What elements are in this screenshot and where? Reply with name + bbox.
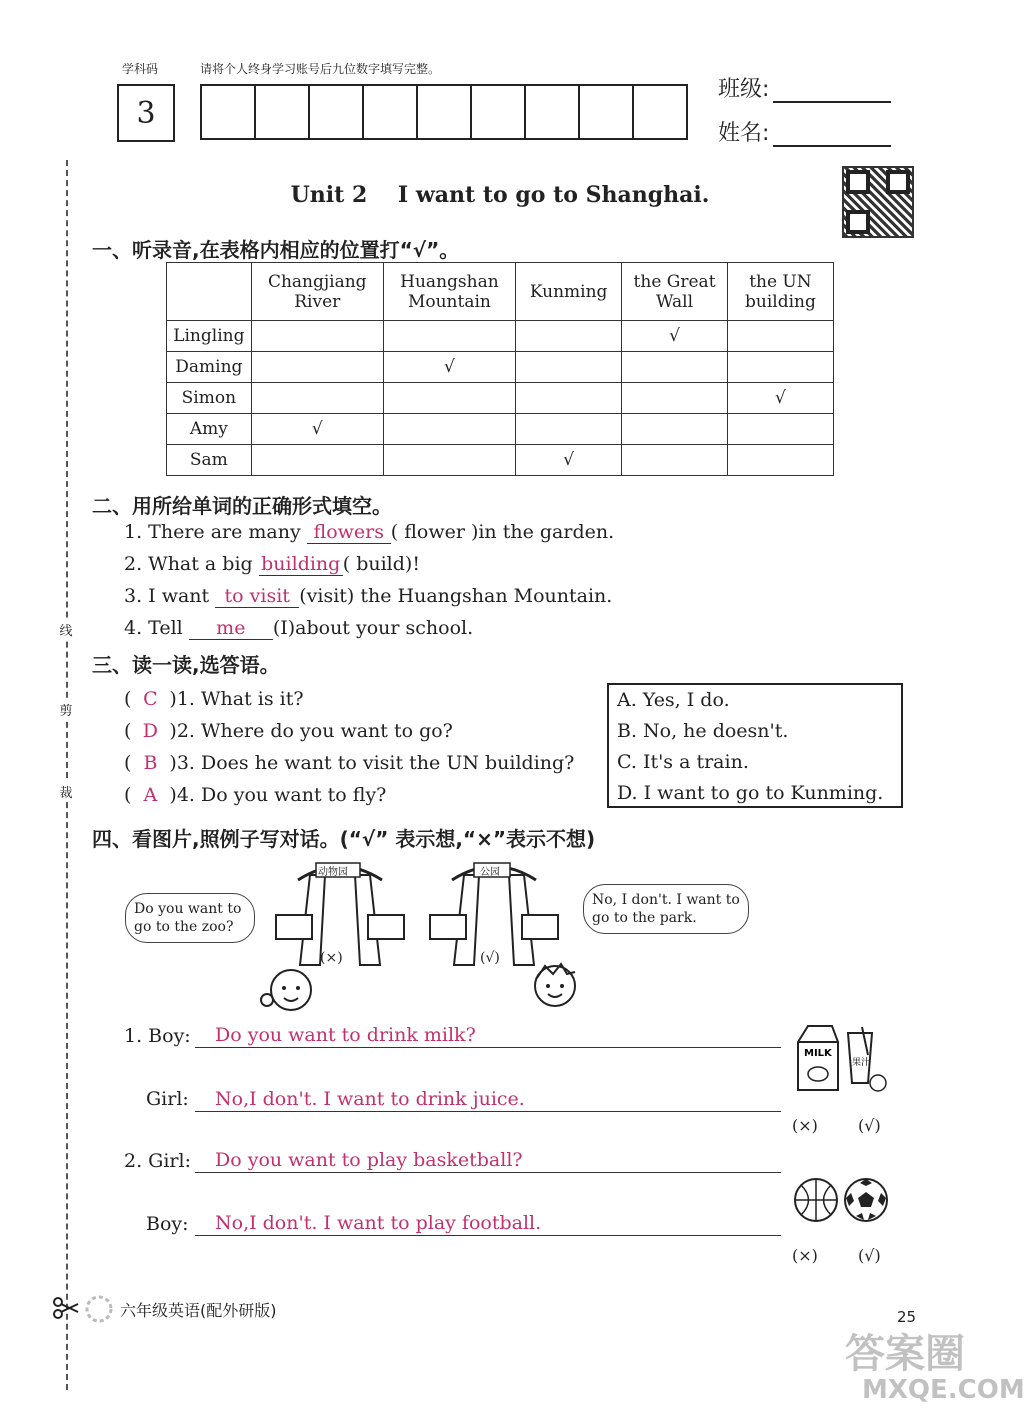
boy-face-icon xyxy=(525,960,585,1010)
check-cell[interactable] xyxy=(727,321,833,352)
check-cell[interactable]: √ xyxy=(515,445,621,476)
section4-heading: 四、看图片,照例子写对话。(“√” 表示想,“×”表示不想) xyxy=(92,827,596,851)
class-label: 班级: xyxy=(718,77,770,102)
digit-box[interactable] xyxy=(526,86,580,138)
subject-code-box xyxy=(117,84,175,142)
cut-char-xian: 线 xyxy=(56,620,76,639)
fill-item: 3. I want to visit (visit) the Huangshan Mountain. xyxy=(124,585,613,607)
dialogue-speaker: Girl: xyxy=(146,1088,189,1110)
check-cell[interactable] xyxy=(622,414,728,445)
check-cell[interactable] xyxy=(251,321,383,352)
check-cell[interactable]: √ xyxy=(622,321,728,352)
answer-blank[interactable]: building xyxy=(259,553,343,576)
check-cell[interactable] xyxy=(251,445,383,476)
row-name: Amy xyxy=(167,414,252,445)
zoo-mark: (×) xyxy=(320,950,343,966)
juice-label: 果汁 xyxy=(852,1058,871,1068)
watermark-logo: 答案圈 xyxy=(845,1331,965,1377)
check-cell[interactable] xyxy=(383,445,515,476)
listening-table xyxy=(166,262,834,476)
answer-blank[interactable]: me xyxy=(189,617,273,640)
digit-box[interactable] xyxy=(580,86,634,138)
dialogue-answer-line[interactable]: Do you want to drink milk? xyxy=(195,1024,781,1048)
juice-glass-icon xyxy=(842,1025,892,1095)
cut-char-jian: 剪 xyxy=(56,700,76,719)
check-cell[interactable] xyxy=(383,383,515,414)
table-row xyxy=(167,414,834,445)
choice-item: ( B )3. Does he want to visit the UN building? xyxy=(124,752,575,774)
check-cell[interactable]: √ xyxy=(727,383,833,414)
choice-answer[interactable]: A xyxy=(143,784,158,806)
digit-box[interactable] xyxy=(202,86,256,138)
milk-carton-icon xyxy=(792,1022,844,1094)
digit-box[interactable] xyxy=(310,86,364,138)
subject-code-label: 学科码 xyxy=(122,62,159,76)
scissors-icon xyxy=(52,1296,80,1320)
check-cell[interactable] xyxy=(383,414,515,445)
section2-heading: 二、用所给单词的正确形式填空。 xyxy=(92,494,392,518)
football-mark: (√) xyxy=(858,1246,881,1265)
book-logo-icon xyxy=(84,1294,114,1324)
check-cell[interactable] xyxy=(251,383,383,414)
class-field[interactable] xyxy=(718,72,891,103)
qr-code-icon[interactable] xyxy=(842,166,914,238)
row-name: Simon xyxy=(167,383,252,414)
check-cell[interactable] xyxy=(622,352,728,383)
check-cell[interactable] xyxy=(515,352,621,383)
code-hint: 请将个人终身学习账号后九位数字填写完整。 xyxy=(200,62,441,76)
section1-heading: 一、听录音,在表格内相应的位置打“√”。 xyxy=(92,238,460,262)
check-cell[interactable] xyxy=(727,352,833,383)
milk-label: MILK xyxy=(804,1048,832,1059)
digit-box[interactable] xyxy=(364,86,418,138)
check-cell[interactable] xyxy=(251,352,383,383)
check-cell[interactable]: √ xyxy=(251,414,383,445)
table-row xyxy=(167,352,834,383)
choice-answer[interactable]: C xyxy=(143,688,158,710)
fill-item: 2. What a big building ( build)! xyxy=(124,553,420,575)
dialogue-answer-line[interactable]: No,I don't. I want to drink juice. xyxy=(195,1088,781,1112)
check-cell[interactable] xyxy=(515,414,621,445)
column-header: Changjiang River xyxy=(251,263,383,321)
choice-answer[interactable]: B xyxy=(143,752,158,774)
choice-item: ( C )1. What is it? xyxy=(124,688,304,710)
choice-answer[interactable]: D xyxy=(142,720,159,742)
check-cell[interactable] xyxy=(727,445,833,476)
dialogue-speaker: 2. Girl: xyxy=(124,1150,191,1172)
option: A. Yes, I do. xyxy=(617,689,730,711)
digit-box[interactable] xyxy=(472,86,526,138)
choice-item: ( A )4. Do you want to fly? xyxy=(124,784,387,806)
speech-bubble-left: Do you want to go to the zoo? xyxy=(125,893,255,943)
juice-mark: (√) xyxy=(858,1116,881,1135)
dialogue-answer-line[interactable]: No,I don't. I want to play football. xyxy=(195,1212,781,1236)
check-cell[interactable] xyxy=(515,321,621,352)
table-corner xyxy=(167,263,252,321)
class-input-line[interactable] xyxy=(773,79,891,103)
row-name: Sam xyxy=(167,445,252,476)
milk-mark: (×) xyxy=(792,1116,818,1135)
unit-title: Unit 2 I want to go to Shanghai. xyxy=(290,182,710,208)
check-cell[interactable] xyxy=(727,414,833,445)
check-cell[interactable] xyxy=(622,383,728,414)
table-row xyxy=(167,383,834,414)
column-header: the UN building xyxy=(727,263,833,321)
girl-face-icon xyxy=(255,960,319,1020)
options-box xyxy=(607,683,903,808)
park-sign: 公园 xyxy=(480,867,500,878)
basketball-icon xyxy=(792,1176,840,1224)
zoo-sign: 动物园 xyxy=(318,867,348,878)
column-header: the Great Wall xyxy=(622,263,728,321)
check-cell[interactable] xyxy=(383,321,515,352)
account-digit-boxes[interactable] xyxy=(200,84,688,140)
option: C. It's a train. xyxy=(617,751,749,773)
name-field[interactable] xyxy=(718,116,891,147)
book-title: 六年级英语(配外研版) xyxy=(120,1301,277,1320)
option: D. I want to go to Kunming. xyxy=(617,782,884,804)
dialogue-speaker: 1. Boy: xyxy=(124,1025,191,1047)
check-cell[interactable]: √ xyxy=(383,352,515,383)
name-label: 姓名: xyxy=(718,121,770,146)
digit-box[interactable] xyxy=(634,86,686,138)
column-header: Huangshan Mountain xyxy=(383,263,515,321)
column-header: Kunming xyxy=(515,263,621,321)
football-icon xyxy=(842,1176,890,1224)
check-cell[interactable] xyxy=(515,383,621,414)
row-name: Lingling xyxy=(167,321,252,352)
speech-bubble-right: No, I don't. I want to go to the park. xyxy=(583,884,749,934)
basketball-mark: (×) xyxy=(792,1246,818,1265)
answer-blank[interactable]: to visit xyxy=(215,585,299,608)
page-number: 25 xyxy=(897,1308,917,1326)
cut-char-cai: 裁 xyxy=(56,782,76,801)
digit-box[interactable] xyxy=(256,86,310,138)
check-cell[interactable] xyxy=(622,445,728,476)
dialogue-answer-line[interactable]: Do you want to play basketball? xyxy=(195,1149,781,1173)
cut-line xyxy=(66,160,68,1390)
section3-heading: 三、读一读,选答语。 xyxy=(92,653,280,677)
row-name: Daming xyxy=(167,352,252,383)
option: B. No, he doesn't. xyxy=(617,720,789,742)
table-row xyxy=(167,445,834,476)
choice-item: ( D )2. Where do you want to go? xyxy=(124,720,453,742)
dialogue-speaker: Boy: xyxy=(146,1213,189,1235)
digit-box[interactable] xyxy=(418,86,472,138)
fill-item: 4. Tell me (I)about your school. xyxy=(124,617,474,639)
watermark-url: MXQE.COM xyxy=(862,1375,1025,1405)
answer-blank[interactable]: flowers xyxy=(307,521,391,544)
park-mark: (√) xyxy=(480,950,500,966)
fill-item: 1. There are many flowers ( flower )in the garden. xyxy=(124,521,615,543)
name-input-line[interactable] xyxy=(773,123,891,147)
subject-code: 3 xyxy=(136,95,156,131)
table-row xyxy=(167,321,834,352)
